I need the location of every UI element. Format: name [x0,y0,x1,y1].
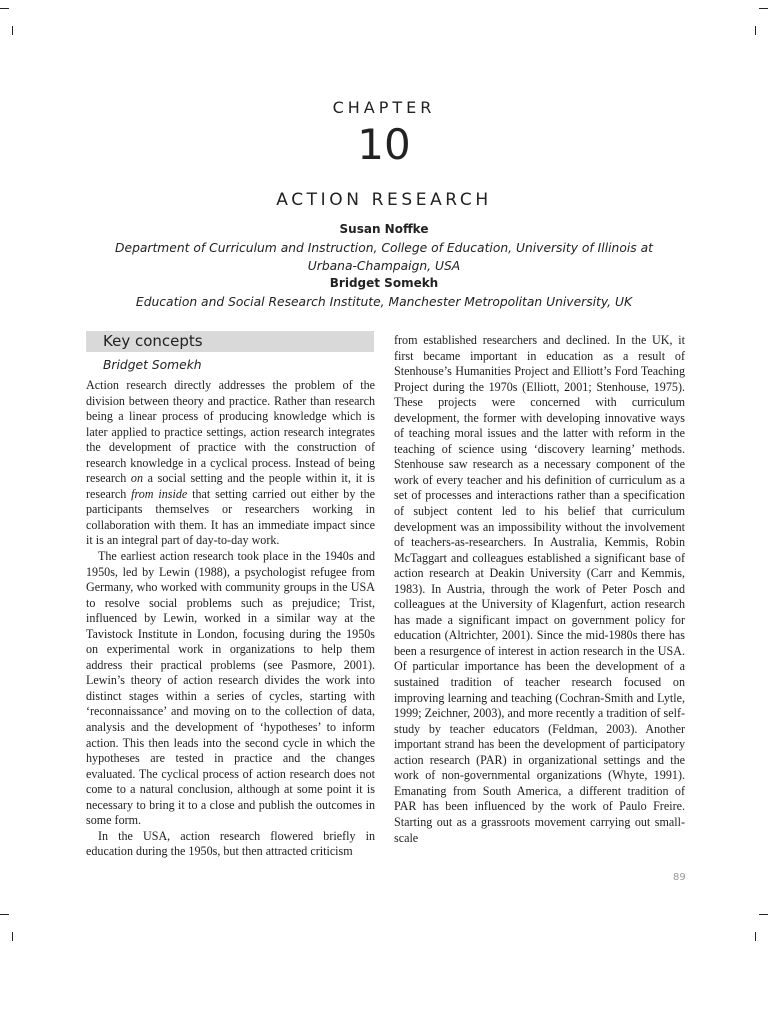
crop-mark [759,8,768,9]
crop-mark [0,8,9,9]
author-affiliation: Urbana-Champaign, USA [307,259,461,273]
emphasis-text: from inside [131,486,188,501]
author-name: Susan Noffke [339,222,429,236]
key-concepts-author: Bridget Somekh [103,358,202,372]
body-paragraph: In the USA, action research flowered briefly in education during the 1950s, but then attracted criticism [86,828,375,859]
crop-mark [755,932,756,941]
chapter-number: 10 [357,120,411,169]
body-paragraph [86,378,375,549]
body-text: a social setting and the people within it, it is research [86,471,375,501]
chapter-label: CHAPTER [332,98,436,117]
body-column-left [86,378,375,860]
body-text: Action research directly addresses the problem of the division between theory and practice. Rather than research being a linear process of producing knowledge which is later applied to practice settings, action research integrates the development of practice with the construction of research knowledge in a cyclical process. Instead of being research [86,378,375,486]
crop-mark [12,932,13,941]
crop-mark [755,26,756,35]
author-affiliation: Department of Curriculum and Instruction, College of Education, University of Illinois at [115,241,653,255]
author-name: Bridget Somekh [329,276,439,290]
body-paragraph-continued: from established researchers and declined. In the UK, it first became important in education as a result of Stenhouse’s Humanities Project and Elliott’s Ford Teaching Project during the 1970s (Elliott, 2001; Stenhouse, 1975). These projects were concerned with curriculum development, the former with developing innovative ways of teaching moral issues and the latter with reform in the teaching of science using ‘discovery learning’ methods. Stenhouse saw research as a necessary component of the work of every teacher and his definition of curriculum as a set of processes and interactions rather than a specification of subject content led to his belief that curriculum development was an impossibility without the involvement of teachers-as-researchers. In Australia, Kemmis, Robin McTaggart and colleagues established a significant base of action research at Deakin University (Carr and Kemmis, 1983). In Austria, through the work of Peter Posch and colleagues at the University of Klagenfurt, action research has made a significant impact on government policy for education (Altrichter, 2001). Since the mid-1980s there has been a resurgence of interest in action research in the USA. Of particular importance has been the development of a sustained tradition of teacher research focused on improving learning and teaching (Cochran-Smith and Lytle, 1999; Zeichner, 2003), and more recently a tradition of self-study by teacher educators (Feldman, 2003). Another important strand has been the development of participatory action research (PAR) in organizational settings and the work of non-governmental organizations (Whyte, 1991). Emanating from South America, a different tradition of PAR has been influenced by the work of Paulo Freire. Starting out as a grassroots movement carrying out small-scale [394,333,685,845]
crop-mark [0,914,9,915]
emphasis-text: on [130,471,143,486]
body-paragraph: The earliest action research took place in the 1940s and 1950s, led by Lewin (1988), a psychologist refugee from Germany, who worked with community groups in the USA to resolve social problems such as prejudice; Trist, influenced by Lewin, worked in a similar way at the Tavistock Institute in London, focusing during the 1950s on experimental work in organizations to help them address their practical problems (see Pasmore, 2001). Lewin’s theory of action research divides the work into distinct stages within a series of cycles, starting with ‘reconnaissance’ and moving on to the collection of data, analysis and the development of ‘hypotheses’ to inform action. This then leads into the second cycle in which the hypotheses are tested in practice and the changes evaluated. The cyclical process of action research does not come to a natural conclusion, although at some point it is necessary to bring it to a close and publish the outcomes in some form. [86,549,375,828]
crop-mark [12,26,13,35]
crop-mark [759,914,768,915]
body-column-right [394,333,685,846]
key-concepts-heading: Key concepts [103,332,203,350]
chapter-title: ACTION RESEARCH [276,190,492,210]
author-affiliation: Education and Social Research Institute, Manchester Metropolitan University, UK [135,295,633,309]
body-text: that setting carried out either by the participants themselves or researchers working in collaboration with them. It has an immediate impact since it is an integral part of day-to-day work. [86,486,376,548]
page-number: 89 [673,872,686,883]
